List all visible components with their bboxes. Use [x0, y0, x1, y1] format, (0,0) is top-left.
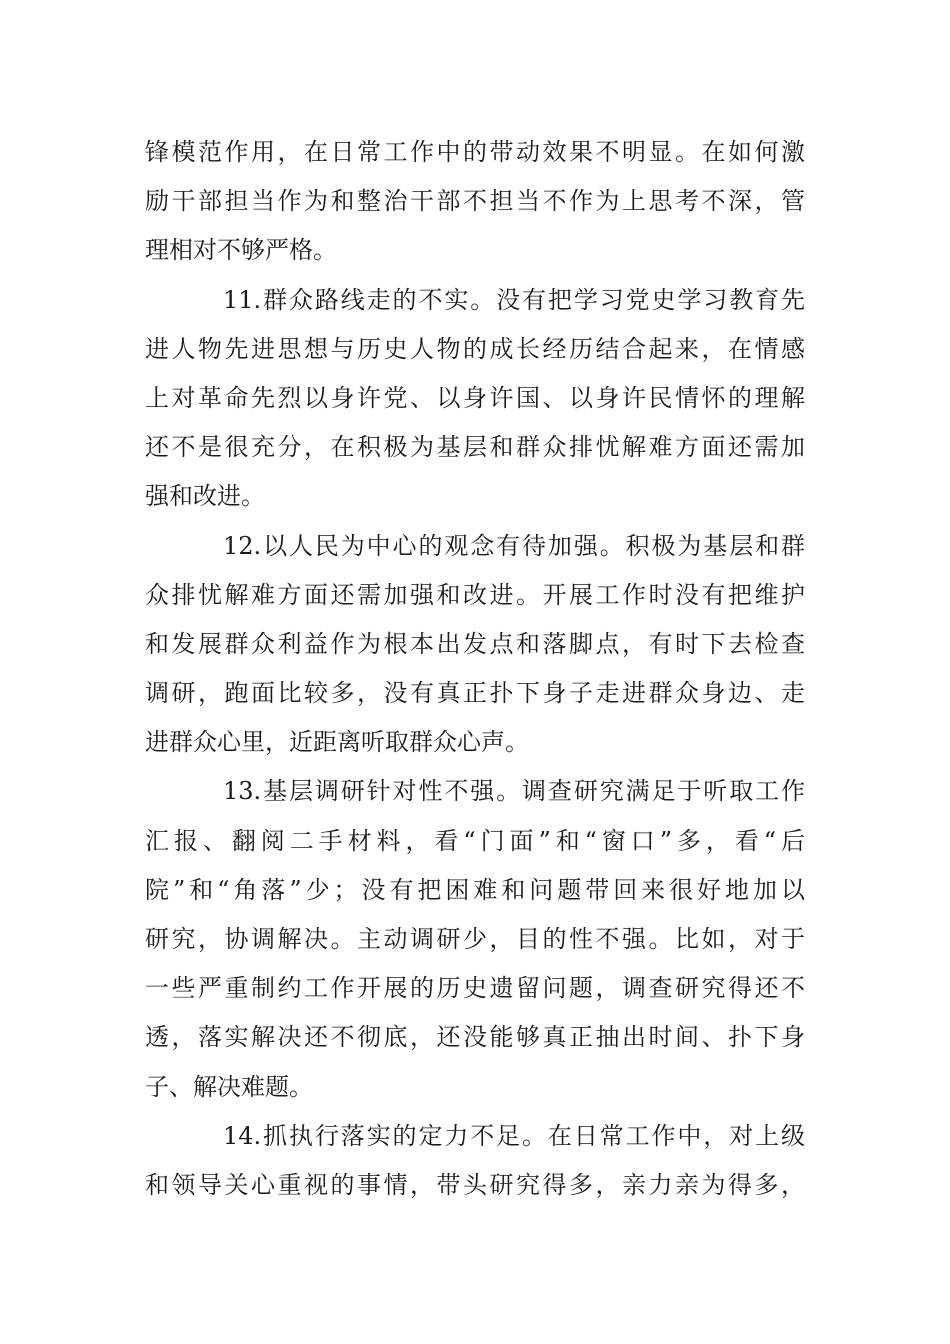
text-line: 锋模范作用，在日常工作中的带动效果不明显。在如何激 [145, 138, 805, 166]
paragraph-11-heading: 11.群众路线走的不实。没有把学习党史学习教育先 [223, 285, 805, 314]
text-line: 进群众心里，近距离听取群众心声。 [145, 728, 529, 757]
text-line: 子、解决难题。 [145, 1072, 313, 1101]
text-line: 一些严重制约工作开展的历史遗留问题，调查研究得还不 [145, 974, 805, 1003]
text-line: 上对革命先烈以身许党、以身许国、以身许民情怀的理解 [145, 383, 805, 412]
text-line: 汇报、翻阅二手材料，看“门面”和“窗口”多，看“后 [145, 826, 805, 855]
paragraph-14-heading: 14.抓执行落实的定力不足。在日常工作中，对上级 [223, 1121, 805, 1150]
text-line: 理相对不够严格。 [145, 236, 337, 265]
text-line: 和领导关心重视的事情，带头研究得多，亲力亲为得多， [145, 1170, 805, 1199]
text-line: 透，落实解决还不彻底，还没能够真正抽出时间、扑下身 [145, 1023, 805, 1052]
text-line: 院”和“角落”少；没有把困难和问题带回来很好地加以 [145, 875, 805, 904]
text-line: 研究，协调解决。主动调研少，目的性不强。比如，对于 [145, 925, 805, 953]
text-line: 调研，跑面比较多，没有真正扑下身子走进群众身边、走 [145, 679, 805, 708]
paragraph-13-heading: 13.基层调研针对性不强。调查研究满足于听取工作 [223, 777, 805, 806]
text-line: 励干部担当作为和整治干部不担当不作为上思考不深，管 [145, 187, 805, 216]
text-line: 进人物先进思想与历史人物的成长经历结合起来，在情感 [145, 334, 805, 363]
text-line: 众排忧解难方面还需加强和改进。开展工作时没有把维护 [145, 580, 805, 609]
text-line: 还不是很充分，在积极为基层和群众排忧解难方面还需加 [145, 433, 805, 462]
paragraph-12-heading: 12.以人民为中心的观念有待加强。积极为基层和群 [223, 531, 805, 560]
text-line: 强和改进。 [145, 482, 265, 511]
document-body [145, 128, 805, 1210]
text-line: 和发展群众利益作为根本出发点和落脚点，有时下去检查 [145, 629, 805, 658]
